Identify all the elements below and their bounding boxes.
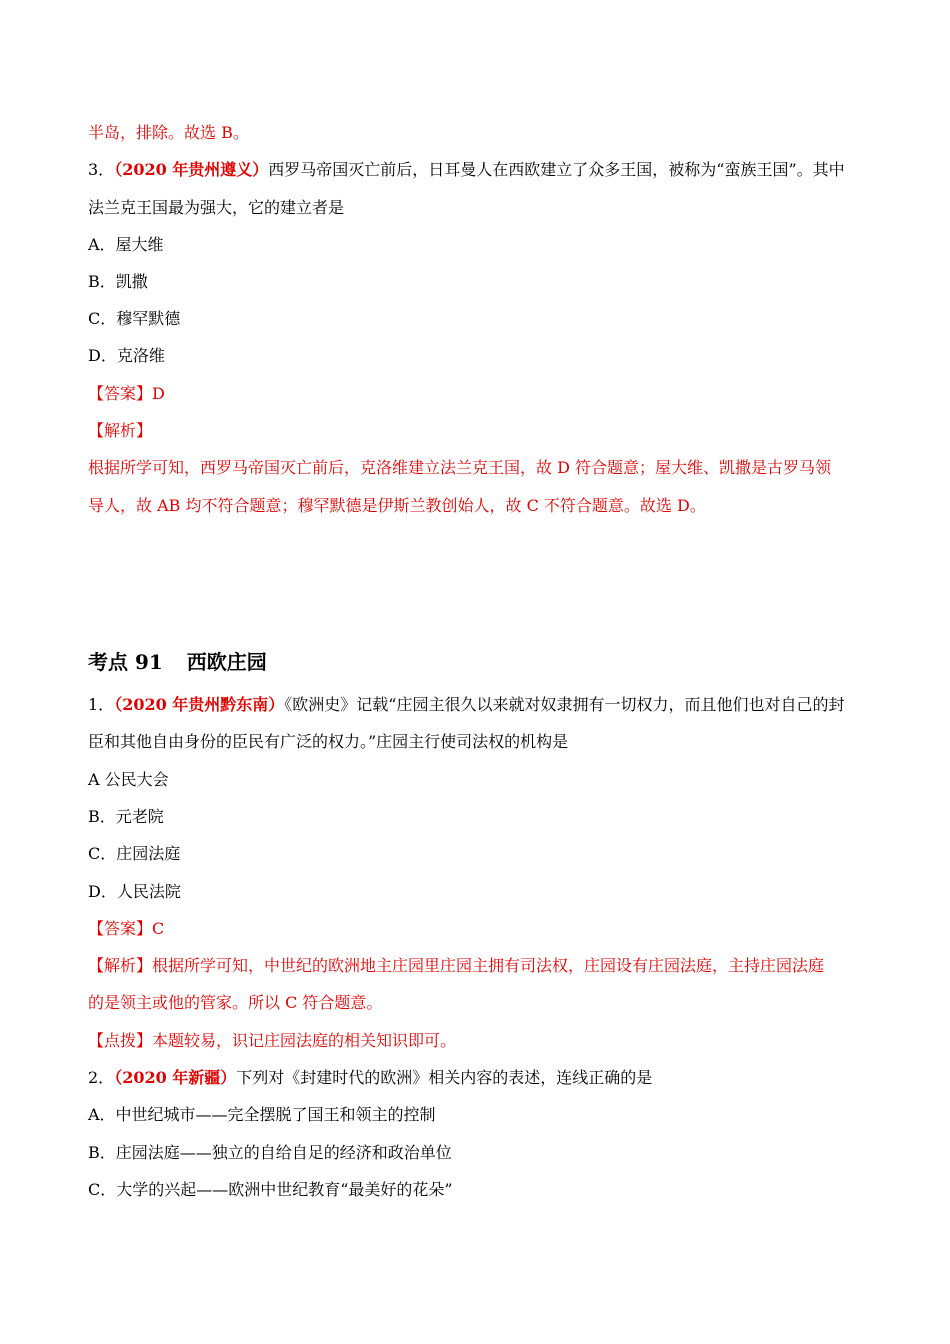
answer-label: 【答案】 bbox=[88, 384, 153, 403]
section-question-2-option-a: A．中世纪城市——完全摆脱了国王和领主的控制 bbox=[88, 1105, 436, 1124]
section-title: 西欧庄园 bbox=[186, 650, 267, 674]
previous-analysis-continuation: 半岛，排除。故选 B。 bbox=[88, 123, 249, 142]
section-question-1-option-c: C．庄园法庭 bbox=[88, 844, 181, 863]
section-question-1-answer bbox=[88, 919, 862, 939]
section-question-1-analysis-line-2: 的是领主或他的管家。所以 C 符合题意。 bbox=[88, 993, 383, 1012]
answer-label: 【答案】 bbox=[88, 919, 153, 938]
section-question-1-analysis-line-1 bbox=[88, 956, 862, 976]
question-stem: 《欧洲史》记载“庄园主很久以来就对奴隶拥有一切权力，而且他们也对自己的封 bbox=[284, 695, 845, 714]
question-3-option-a: A．屋大维 bbox=[88, 235, 164, 254]
section-number: 考点 91 bbox=[88, 650, 163, 674]
question-3-analysis-line-2: 导人，故 AB 均不符合题意；穆罕默德是伊斯兰教创始人，故 C 不符合题意。故选 D。 bbox=[88, 496, 706, 515]
question-number: 1． bbox=[88, 695, 115, 714]
question-3-answer bbox=[88, 384, 862, 404]
section-question-1-stem-line-1 bbox=[88, 695, 862, 715]
answer-value: C bbox=[152, 919, 165, 938]
tip-label: 【点拨】 bbox=[88, 1031, 153, 1050]
question-3-stem-line-1 bbox=[88, 160, 862, 180]
question-3-analysis-line-1: 根据所学可知，西罗马帝国灭亡前后，克洛维建立法兰克王国，故 D 符合题意；屋大维、凯撒是古罗马领 bbox=[88, 458, 832, 477]
question-stem: 西罗马帝国灭亡前后，日耳曼人在西欧建立了众多王国，被称为“蛮族王国”。其中 bbox=[268, 160, 845, 179]
question-stem: 下列对《封建时代的欧洲》相关内容的表述，连线正确的是 bbox=[236, 1068, 653, 1087]
analysis-text: 根据所学可知，中世纪的欧洲地主庄园里庄园主拥有司法权，庄园设有庄园法庭，主持庄园法庭 bbox=[152, 956, 825, 975]
question-3-analysis-label: 【解析】 bbox=[88, 421, 153, 440]
section-question-1-option-a: A 公民大会 bbox=[88, 770, 169, 789]
question-source: （2020 年贵州遵义） bbox=[114, 160, 269, 179]
question-3-option-d: D．克洛维 bbox=[88, 346, 165, 365]
question-3-stem-line-2: 法兰克王国最为强大，它的建立者是 bbox=[88, 198, 345, 217]
section-question-2-stem bbox=[88, 1068, 862, 1088]
question-number: 3． bbox=[88, 160, 115, 179]
section-heading bbox=[88, 649, 862, 675]
section-question-1-option-d: D．人民法院 bbox=[88, 882, 181, 901]
question-3-option-b: B．凯撒 bbox=[88, 272, 148, 291]
question-source: （2020 年贵州黔东南） bbox=[114, 695, 285, 714]
section-question-1-option-b: B．元老院 bbox=[88, 807, 164, 826]
section-question-2-option-b: B．庄园法庭——独立的自给自足的经济和政治单位 bbox=[88, 1143, 452, 1162]
question-number: 2． bbox=[88, 1068, 115, 1087]
section-question-1-stem-line-2: 臣和其他自由身份的臣民有广泛的权力。”庄园主行使司法权的机构是 bbox=[88, 732, 569, 751]
section-question-1-tip bbox=[88, 1031, 862, 1051]
question-source: （2020 年新疆） bbox=[114, 1068, 237, 1087]
question-3-option-c: C．穆罕默德 bbox=[88, 309, 181, 328]
tip-text: 本题较易，识记庄园法庭的相关知识即可。 bbox=[152, 1031, 457, 1050]
section-question-2-option-c: C．大学的兴起——欧洲中世纪教育“最美好的花朵” bbox=[88, 1180, 453, 1199]
analysis-label: 【解析】 bbox=[88, 956, 153, 975]
answer-value: D bbox=[152, 384, 165, 403]
